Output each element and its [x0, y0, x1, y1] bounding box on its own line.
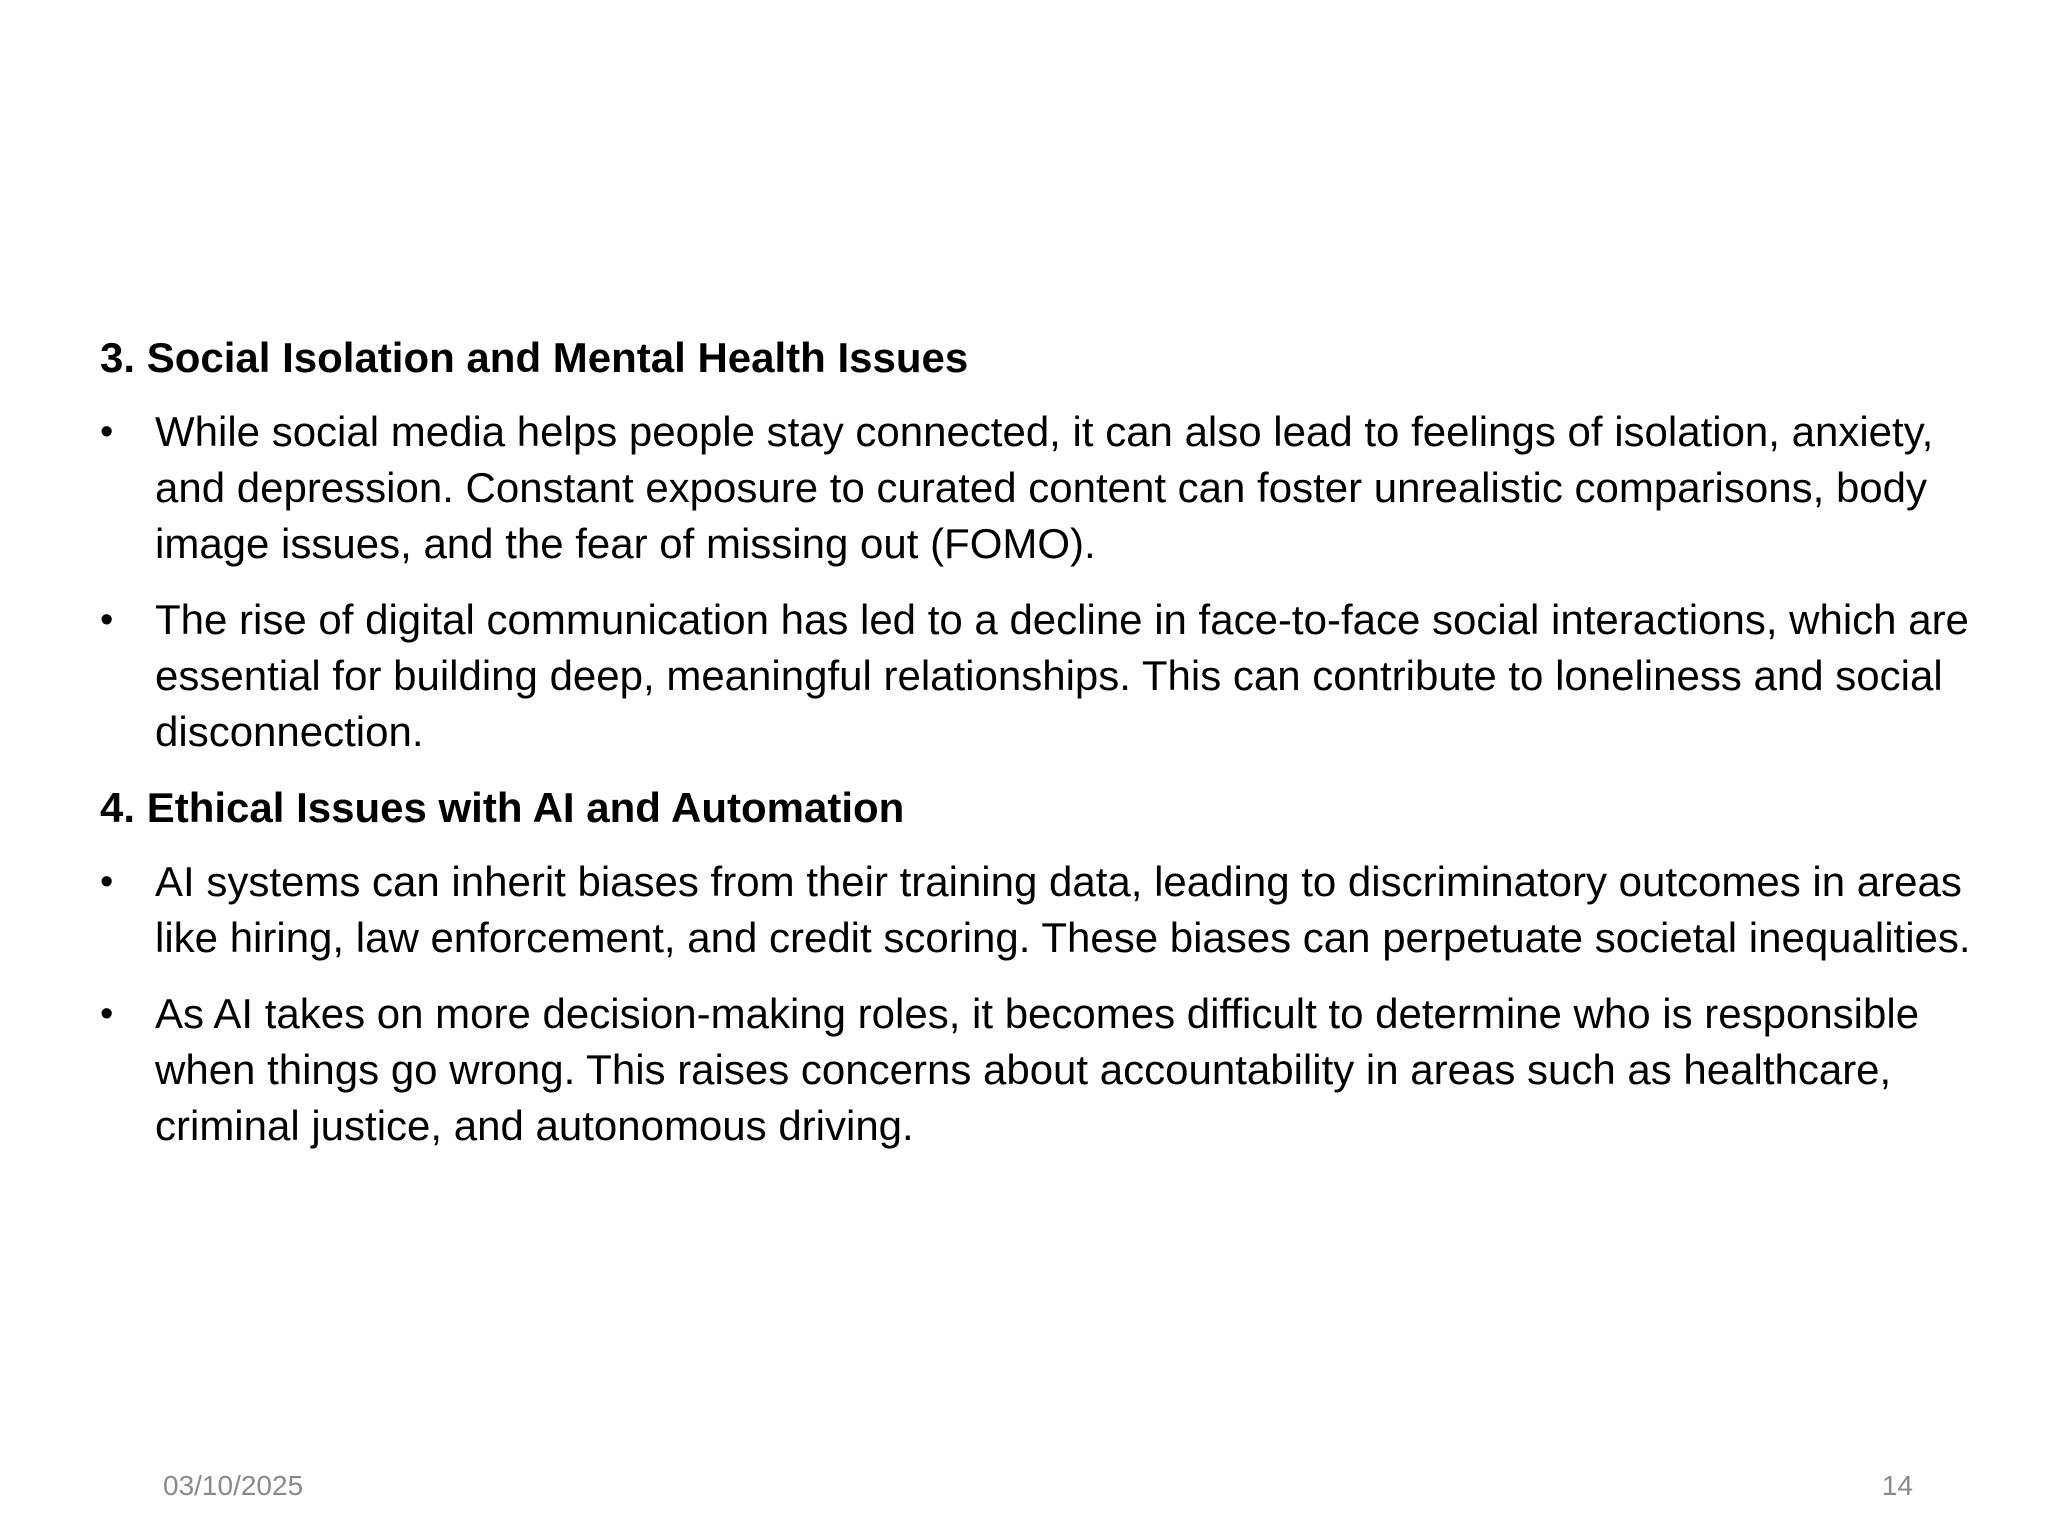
bullet-item — [100, 854, 1995, 966]
bullet-icon: • — [100, 861, 114, 903]
bullet-icon: • — [100, 411, 114, 453]
bullet-icon: • — [100, 993, 114, 1035]
bullet-item — [100, 592, 1995, 760]
bullet-text: The rise of digital communication has led to a decline in face-to-face social interactions, which are essential for building deep, meaningful relationships. This can contribute to loneliness and social disconnection. — [155, 596, 1969, 755]
bullet-icon: • — [100, 599, 114, 641]
bullet-item — [100, 404, 1995, 572]
section-heading-social-isolation: 3. Social Isolation and Mental Health Issues — [100, 334, 969, 381]
slide-content — [100, 330, 1971, 1174]
footer-date: 03/10/2025 — [163, 1470, 304, 1501]
footer-page-number: 14 — [1881, 1470, 1913, 1501]
bullet-text: As AI takes on more decision-making roles, it becomes difficult to determine who is responsible when things go wrong. This raises concerns about accountability in areas such as healthcare, criminal justice, and autonomous driving. — [155, 990, 1920, 1149]
section-heading-ethical-issues: 4. Ethical Issues with AI and Automation — [100, 784, 905, 831]
bullet-text: AI systems can inherit biases from their training data, leading to discriminatory outcomes in areas like hiring, law enforcement, and credit scoring. These biases can perpetuate societal inequalities. — [155, 858, 1971, 961]
bullet-text: While social media helps people stay connected, it can also lead to feelings of isolation, anxiety, and depression. Constant exposure to curated content can foster unrealistic comparisons, body image issues, and the fear of missing out (FOMO). — [155, 408, 1934, 567]
bullet-item — [100, 986, 1995, 1154]
